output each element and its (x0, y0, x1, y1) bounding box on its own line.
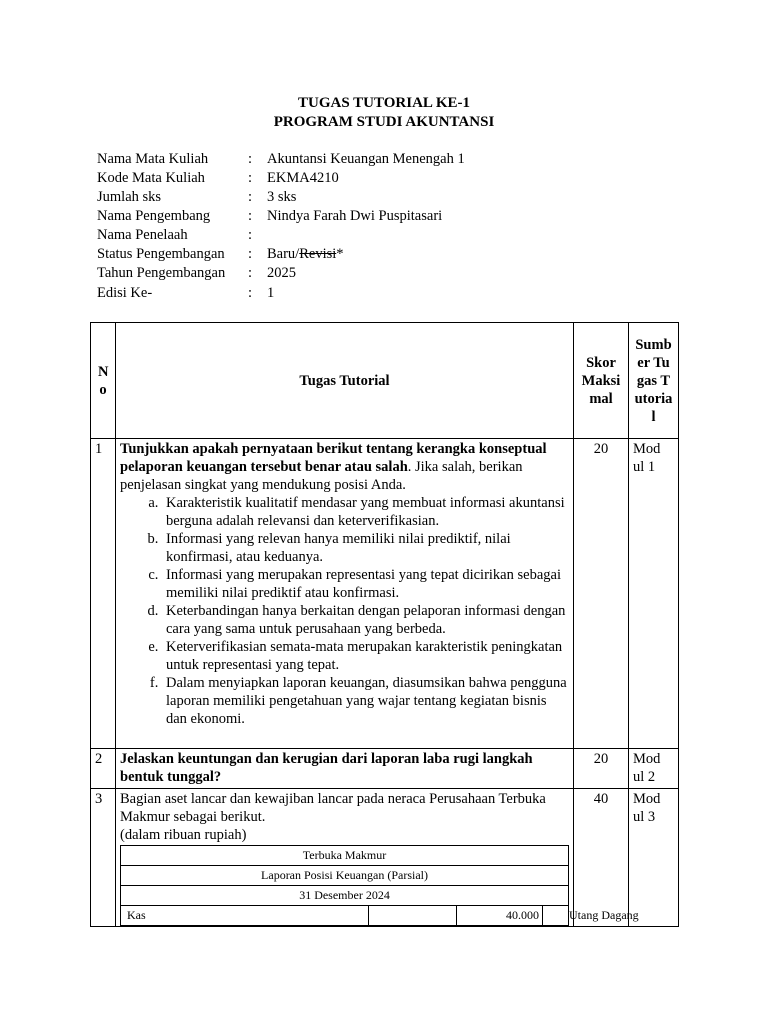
status-new: Baru/ (267, 246, 300, 262)
company-name: Terbuka Makmur (121, 846, 569, 866)
info-colon: : (248, 170, 253, 186)
task-prompt: Bagian aset lancar dan kewajiban lancar pada neraca Perusahaan Terbuka Makmur sebagai berikut. (120, 791, 546, 825)
info-value: 3 sks (267, 189, 297, 205)
info-colon: : (248, 246, 253, 262)
info-label: Nama Pengembang (97, 208, 211, 224)
table-row (91, 749, 679, 789)
report-name: Laporan Posisi Keuangan (Parsial) (121, 866, 569, 886)
table-header-row (91, 323, 679, 439)
header-source: Sumber Tugas Tutorial (629, 323, 679, 439)
list-item: d. Keterbandingan hanya berkaitan dengan pelaporan informasi dengan cara yang sama untuk perusahaan yang berbeda. (162, 602, 569, 638)
info-value: Akuntansi Keuangan Menengah 1 (267, 151, 465, 167)
tutorial-table (90, 322, 679, 927)
task-prompt-bold: Jelaskan keuntungan dan kerugian dari laporan laba rugi langkah bentuk tunggal? (120, 751, 533, 785)
info-value: 1 (267, 285, 275, 301)
task-prompt-bold: Tunjukkan apakah pernyataan berikut tentang kerangka konseptual pelaporan keuangan tersebut benar atau salah (120, 441, 547, 475)
info-colon: : (248, 151, 253, 167)
table-row (121, 906, 569, 926)
list-item: f. Dalam menyiapkan laporan keuangan, diasumsikan bahwa pengguna laporan memiliki pengetahuan yang wajar tentang kegiatan bisnis dan ekonomi. (162, 674, 569, 728)
info-colon: : (248, 189, 253, 205)
row-task (116, 789, 639, 927)
task-prompt (120, 440, 569, 494)
row-task (116, 439, 574, 749)
info-label: Kode Mata Kuliah (97, 170, 205, 186)
account-value: 40.000 (457, 906, 543, 926)
statement-list (120, 494, 569, 728)
table-row (91, 789, 679, 927)
info-colon: : (248, 208, 253, 224)
document-title: TUGAS TUTORIAL KE-1 (298, 95, 470, 111)
row-task (116, 749, 574, 789)
info-value (267, 245, 344, 264)
header-score: Skor Maksimal (574, 323, 629, 439)
row-score: 20 (574, 439, 629, 749)
list-item: a. Karakteristik kualitatif mendasar yang membuat informasi akuntansi berguna adalah relevansi dan keterverifikasian. (162, 494, 569, 530)
row-number: 3 (91, 789, 116, 927)
info-colon: : (248, 227, 253, 243)
balance-sheet-table (120, 845, 639, 926)
info-colon: : (248, 265, 253, 281)
status-revision-struck: Revisi (299, 246, 337, 262)
header-no: No (91, 323, 116, 439)
header-task: Tugas Tutorial (116, 323, 574, 439)
account-label: Kas (121, 906, 369, 926)
info-label: Jumlah sks (97, 189, 162, 205)
list-item: c. Informasi yang merupakan representasi yang tepat dicirikan sebagai memiliki nilai prediktif atau konfirmasi. (162, 566, 569, 602)
info-label: Tahun Pengembangan (97, 265, 226, 281)
info-value: 2025 (267, 265, 296, 281)
task-prompt-rest: . Jika salah, berikan penjelasan singkat yang mendukung posisi Anda. (120, 459, 523, 493)
row-score: 20 (574, 749, 629, 789)
info-value: Nindya Farah Dwi Puspitasari (267, 208, 443, 224)
program-title: PROGRAM STUDI AKUNTANSI (273, 114, 495, 130)
row-number: 2 (91, 749, 116, 789)
row-source: Modul 3 (629, 789, 679, 927)
info-colon: : (248, 285, 253, 301)
list-item: e. Keterverifikasian semata-mata merupakan karakteristik peningkatan untuk representasi yang tepat. (162, 638, 569, 674)
row-number: 1 (91, 439, 116, 749)
info-value: EKMA4210 (267, 170, 339, 186)
table-row (91, 439, 679, 749)
status-asterisk: * (336, 246, 344, 262)
liability-label: Utang Dagang (569, 908, 639, 922)
report-date: 31 Desember 2024 (121, 886, 569, 906)
info-label: Nama Mata Kuliah (97, 151, 209, 167)
unit-note: (dalam ribuan rupiah) (120, 827, 247, 843)
info-label: Status Pengembangan (97, 246, 225, 262)
row-source: Modul 1 (629, 439, 679, 749)
info-label: Nama Penelaah (97, 227, 188, 243)
info-label: Edisi Ke- (97, 285, 153, 301)
row-score: 40 (574, 789, 629, 927)
row-source: Modul 2 (629, 749, 679, 789)
list-item: b. Informasi yang relevan hanya memiliki nilai prediktif, nilai konfirmasi, atau keduanya. (162, 530, 569, 566)
